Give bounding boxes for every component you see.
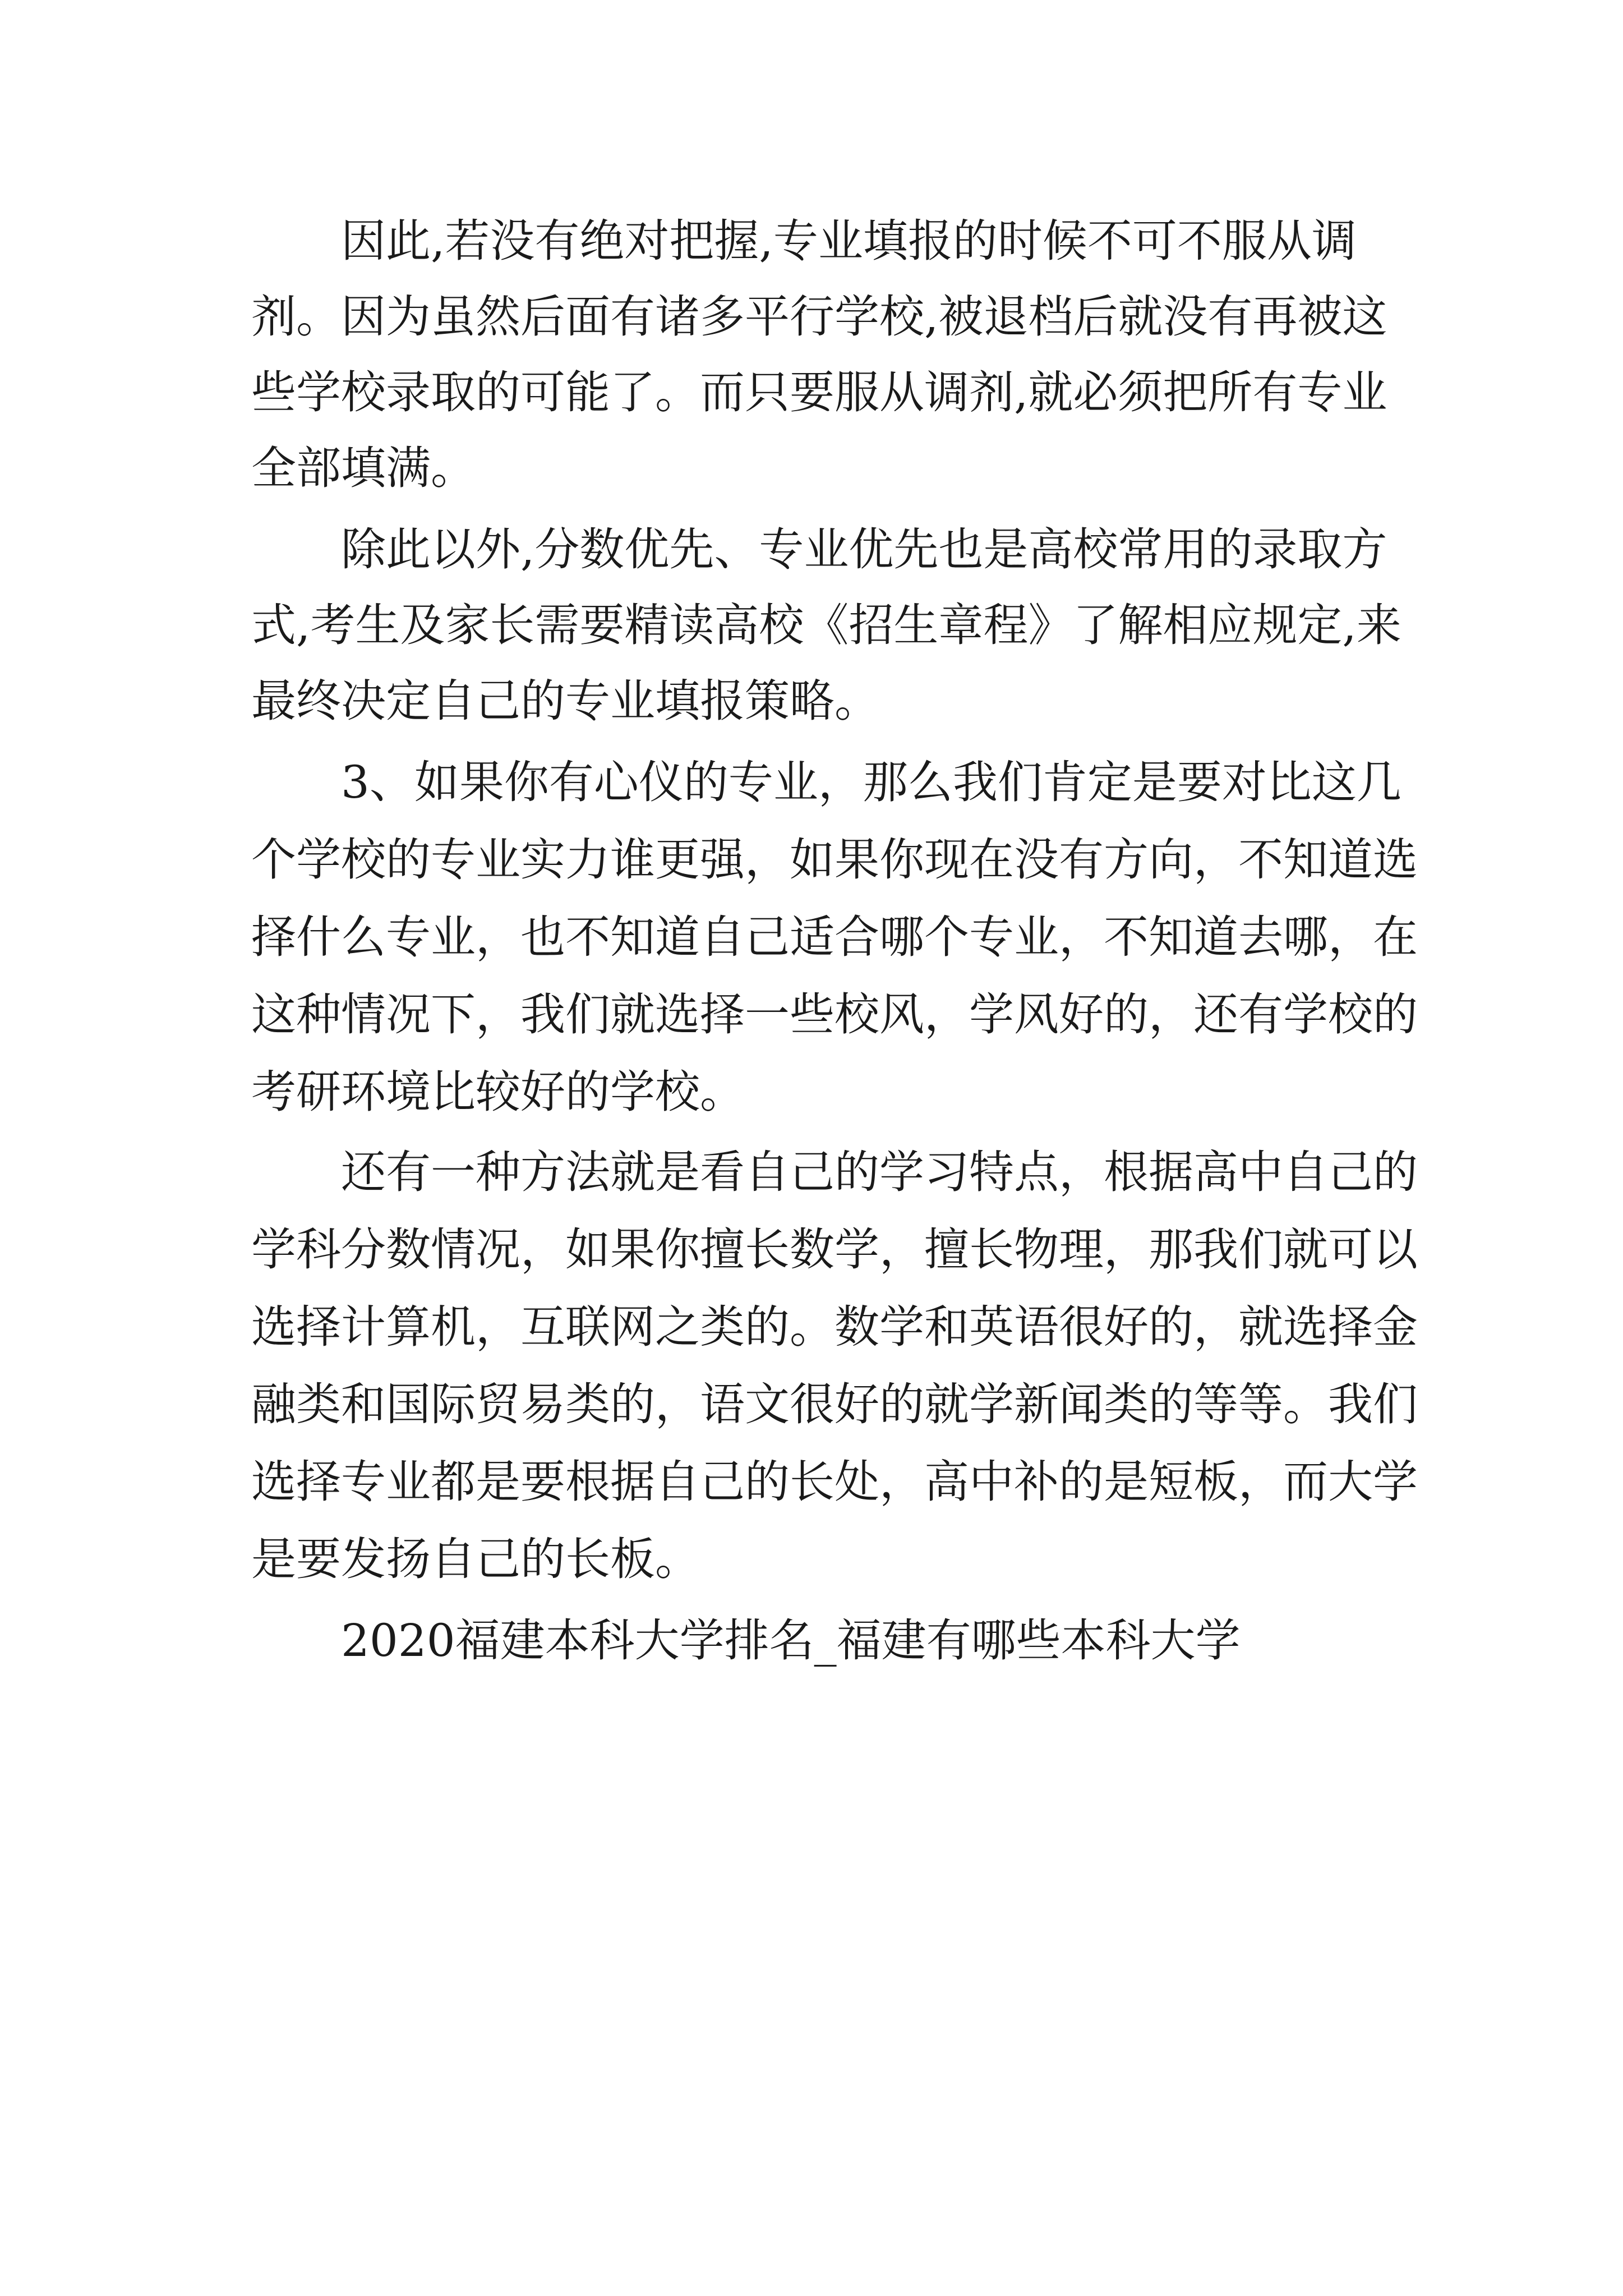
paragraph-1-line-1: 因此,若没有绝对把握,专业填报的时候不可不服从调 xyxy=(341,215,1357,267)
paragraph-3-line-2: 个学校的专业实力谁更强，如果你现在没有方向，不知道选 xyxy=(251,834,1418,886)
paragraph-4-line-2: 学科分数情况，如果你擅长数学，擅长物理，那我们就可以 xyxy=(251,1223,1418,1276)
paragraph-4-line-1: 还有一种方法就是看自己的学习特点，根据高中自己的 xyxy=(341,1146,1418,1198)
paragraph-1-line-4: 全部填满。 xyxy=(251,442,476,494)
paragraph-3-line-5: 考研环境比较好的学校。 xyxy=(251,1066,745,1118)
article-title-line: 2020福建本科大学排名_福建有哪些本科大学 xyxy=(341,1614,1241,1667)
paragraph-4-line-3: 选择计算机，互联网之类的。数学和英语很好的，就选择金 xyxy=(251,1301,1418,1353)
paragraph-2-line-1: 除此以外,分数优先、专业优先也是高校常用的录取方 xyxy=(341,523,1387,576)
paragraph-3-line-3: 择什么专业，也不知道自己适合哪个专业，不知道去哪，在 xyxy=(251,911,1418,963)
paragraph-4-line-6: 是要发扬自己的长板。 xyxy=(251,1533,700,1585)
paragraph-1-line-2: 剂。因为虽然后面有诸多平行学校,被退档后就没有再被这 xyxy=(251,291,1387,343)
paragraph-3-line-4: 这种情况下，我们就选择一些校风，学风好的，还有学校的 xyxy=(251,988,1418,1041)
paragraph-1-line-3: 些学校录取的可能了。而只要服从调剂,就必须把所有专业 xyxy=(251,366,1387,418)
paragraph-2-line-3: 最终决定自己的专业填报策略。 xyxy=(251,675,879,727)
paragraph-4-line-5: 选择专业都是要根据自己的长处，高中补的是短板，而大学 xyxy=(251,1456,1418,1508)
paragraph-2-line-2: 式,考生及家长需要精读高校《招生章程》了解相应规定,来 xyxy=(251,599,1401,651)
paragraph-4-line-4: 融类和国际贸易类的，语文很好的就学新闻类的等等。我们 xyxy=(251,1378,1418,1430)
paragraph-3-line-1: 3、如果你有心仪的专业，那么我们肯定是要对比这几 xyxy=(341,756,1401,808)
